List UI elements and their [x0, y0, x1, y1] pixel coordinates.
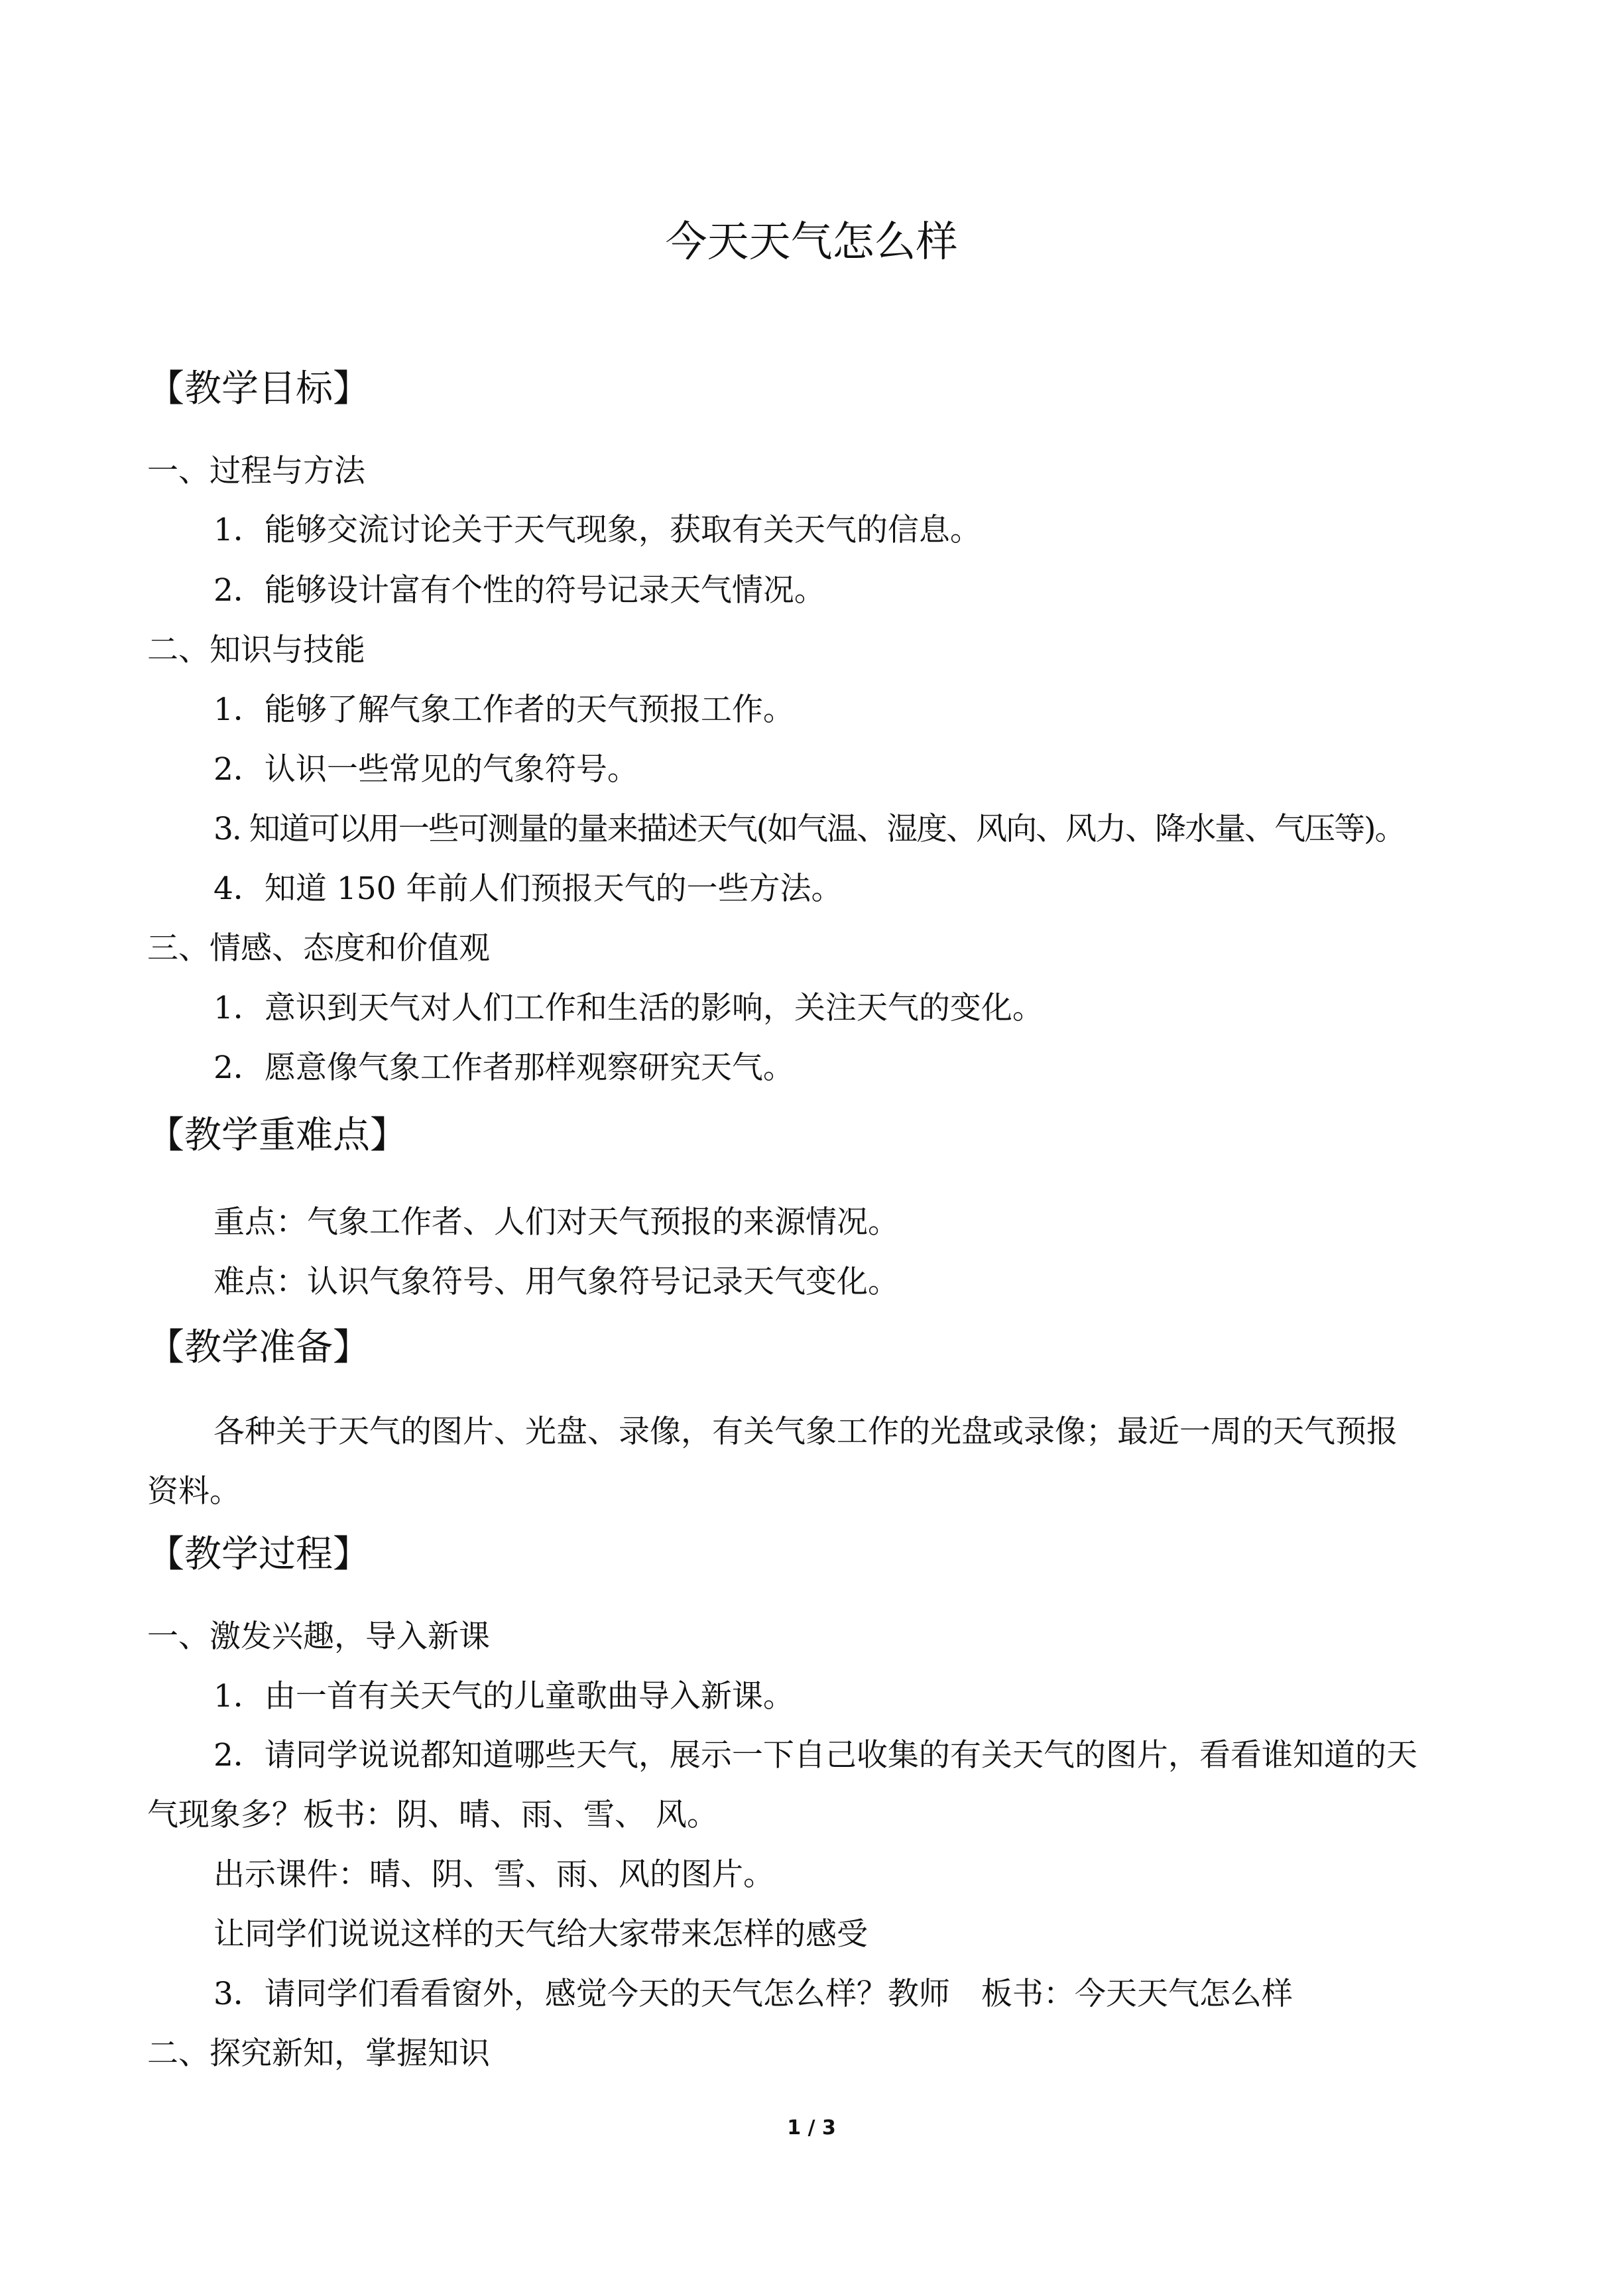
section-heading-process: 【教学过程】	[147, 1533, 370, 1576]
goals-part2-item-1: 1．能够了解气象工作者的天气预报工作。	[213, 692, 794, 728]
process-part1-item-feelings: 让同学们说说这样的天气给大家带来怎样的感受	[213, 1916, 868, 1953]
goals-part1-item-1: 1．能够交流讨论关于天气现象，获取有关天气的信息。	[213, 512, 981, 548]
keypoint-focus: 重点：气象工作者、人们对天气预报的来源情况。	[213, 1204, 899, 1240]
process-part1-heading: 一、激发兴趣，导入新课	[147, 1618, 490, 1655]
keypoint-difficulty: 难点：认识气象符号、用气象符号记录天气变化。	[213, 1264, 899, 1300]
goals-part2-item-4: 4．知道 150 年前人们预报天气的一些方法。	[213, 871, 843, 907]
section-heading-keypoints: 【教学重难点】	[147, 1114, 407, 1157]
prep-line-1: 各种关于天气的图片、光盘、录像，有关气象工作的光盘或录像；最近一周的天气预报	[213, 1414, 1398, 1450]
process-part1-item-2-cont: 气现象多？板书：阴、晴、雨、雪、 风。	[147, 1797, 718, 1833]
process-part1-item-3: 3．请同学们看看窗外，感觉今天的天气怎么样？教师 板书：今天天气怎么样	[213, 1976, 1293, 2012]
section-heading-prep: 【教学准备】	[147, 1326, 370, 1369]
goals-part2-heading: 二、知识与技能	[147, 632, 365, 668]
goals-part1-heading: 一、过程与方法	[147, 453, 365, 489]
process-part1-item-1: 1．由一首有关天气的儿童歌曲导入新课。	[213, 1678, 794, 1715]
page-number: 1 / 3	[787, 2116, 836, 2140]
goals-part3-item-1: 1．意识到天气对人们工作和生活的影响，关注天气的变化。	[213, 990, 1044, 1026]
prep-line-2: 资料。	[147, 1473, 241, 1510]
process-part1-item-2: 2．请同学说说都知道哪些天气，展示一下自己收集的有关天气的图片，看看谁知道的天	[213, 1737, 1417, 1774]
goals-part3-heading: 三、情感、态度和价值观	[147, 930, 490, 967]
section-heading-goals: 【教学目标】	[147, 367, 370, 410]
process-part1-item-courseware: 出示课件：晴、阴、雪、雨、风的图片。	[213, 1856, 774, 1893]
goals-part1-item-2: 2．能够设计富有个性的符号记录天气情况。	[213, 572, 825, 609]
process-part2-heading: 二、探究新知，掌握知识	[147, 2035, 490, 2072]
goals-part2-item-2: 2．认识一些常见的气象符号。	[213, 751, 638, 788]
page-title: 今天天气怎么样	[665, 217, 958, 266]
goals-part3-item-2: 2．愿意像气象工作者那样观察研究天气。	[213, 1050, 794, 1086]
goals-part2-item-3: 3. 知道可以用一些可测量的量来描述天气(如气温、湿度、风向、风力、降水量、气压等)。	[213, 811, 1405, 847]
